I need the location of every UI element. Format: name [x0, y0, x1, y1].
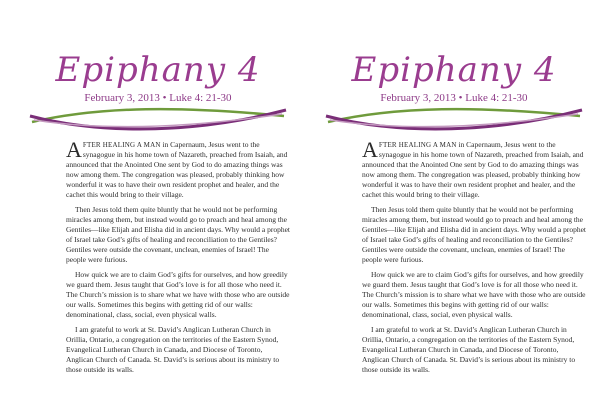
paragraph-3: How quick we are to claim God’s gifts for ourselves, and how greedily we guard them. Jesus taught that God’s love is for all those who need it. The Church’s mission is to share what we have with those who are outside our walls. Sometimes this begins with getting rid of our walls: denominational, class, social, even physical walls.	[362, 270, 586, 319]
drop-cap: A	[362, 137, 378, 162]
date-scripture-line: February 3, 2013 • Luke 4: 21-30	[380, 92, 528, 104]
page-left	[12, 0, 304, 400]
sermon-body	[362, 137, 586, 380]
drop-cap: A	[66, 137, 82, 162]
swoosh-divider	[12, 102, 304, 138]
swoosh-divider	[308, 102, 600, 138]
paragraph-3: How quick we are to claim God’s gifts for ourselves, and how greedily we guard them. Jesus taught that God’s love is for all those who need it. The Church’s mission is to share what we have with those who are outside our walls. Sometimes this begins with getting rid of our walls: denominational, class, social, even physical walls.	[66, 270, 290, 319]
page-title: Epiphany 4	[351, 50, 557, 90]
page-right	[308, 0, 600, 400]
paragraph-2: Then Jesus told them quite bluntly that he would not be performing miracles among them, but instead would go to preach and heal among the Gentiles—like Elijah and Elisha did in ancient days. Why would a prophet of Israel take God’s gifts of healing and reconciliation to the Gentiles? Gentiles were outside the covenant, unclean, enemies of Israel! The people were furious.	[362, 205, 586, 264]
page-title: Epiphany 4	[55, 50, 261, 90]
paragraph-1-rest: in Capernaum, Jesus went to the synagogue in his home town of Nazareth, preached from Isaiah, and announced that the Anointed One sent by God to do amazing things was now among them. The congregation was pleased, probably thinking how wonderful it was to have their own resident prophet and healer, and the cachet this would bring to their village.	[362, 140, 584, 199]
lead-in-smallcaps: FTER HEALING A MAN	[82, 141, 161, 149]
date-scripture-line: February 3, 2013 • Luke 4: 21-30	[84, 92, 232, 104]
paragraph-1	[362, 137, 586, 200]
paragraph-4: I am grateful to work at St. David’s Anglican Lutheran Church in Orillia, Ontario, a congregation on the territories of the Eastern Synod, Evangelical Lutheran Church in Canada, and Diocese of Toronto, Anglican Church of Canada. St. David’s is serious about its ministry to those outside its walls.	[362, 325, 576, 374]
paragraph-1	[66, 137, 290, 200]
paragraph-4: I am grateful to work at St. David’s Anglican Lutheran Church in Orillia, Ontario, a congregation on the territories of the Eastern Synod, Evangelical Lutheran Church in Canada, and Diocese of Toronto, Anglican Church of Canada. St. David’s is serious about its ministry to those outside its walls.	[66, 325, 280, 374]
paragraph-2: Then Jesus told them quite bluntly that he would not be performing miracles among them, but instead would go to preach and heal among the Gentiles—like Elijah and Elisha did in ancient days. Why would a prophet of Israel take God’s gifts of healing and reconciliation to the Gentiles? Gentiles were outside the covenant, unclean, enemies of Israel! The people were furious.	[66, 205, 290, 264]
sermon-body	[66, 137, 290, 380]
paragraph-1-rest: in Capernaum, Jesus went to the synagogue in his home town of Nazareth, preached from Isaiah, and announced that the Anointed One sent by God to do amazing things was now among them. The congregation was pleased, probably thinking how wonderful it was to have their own resident prophet and healer, and the cachet this would bring to their village.	[66, 140, 288, 199]
lead-in-smallcaps: FTER HEALING A MAN	[378, 141, 457, 149]
